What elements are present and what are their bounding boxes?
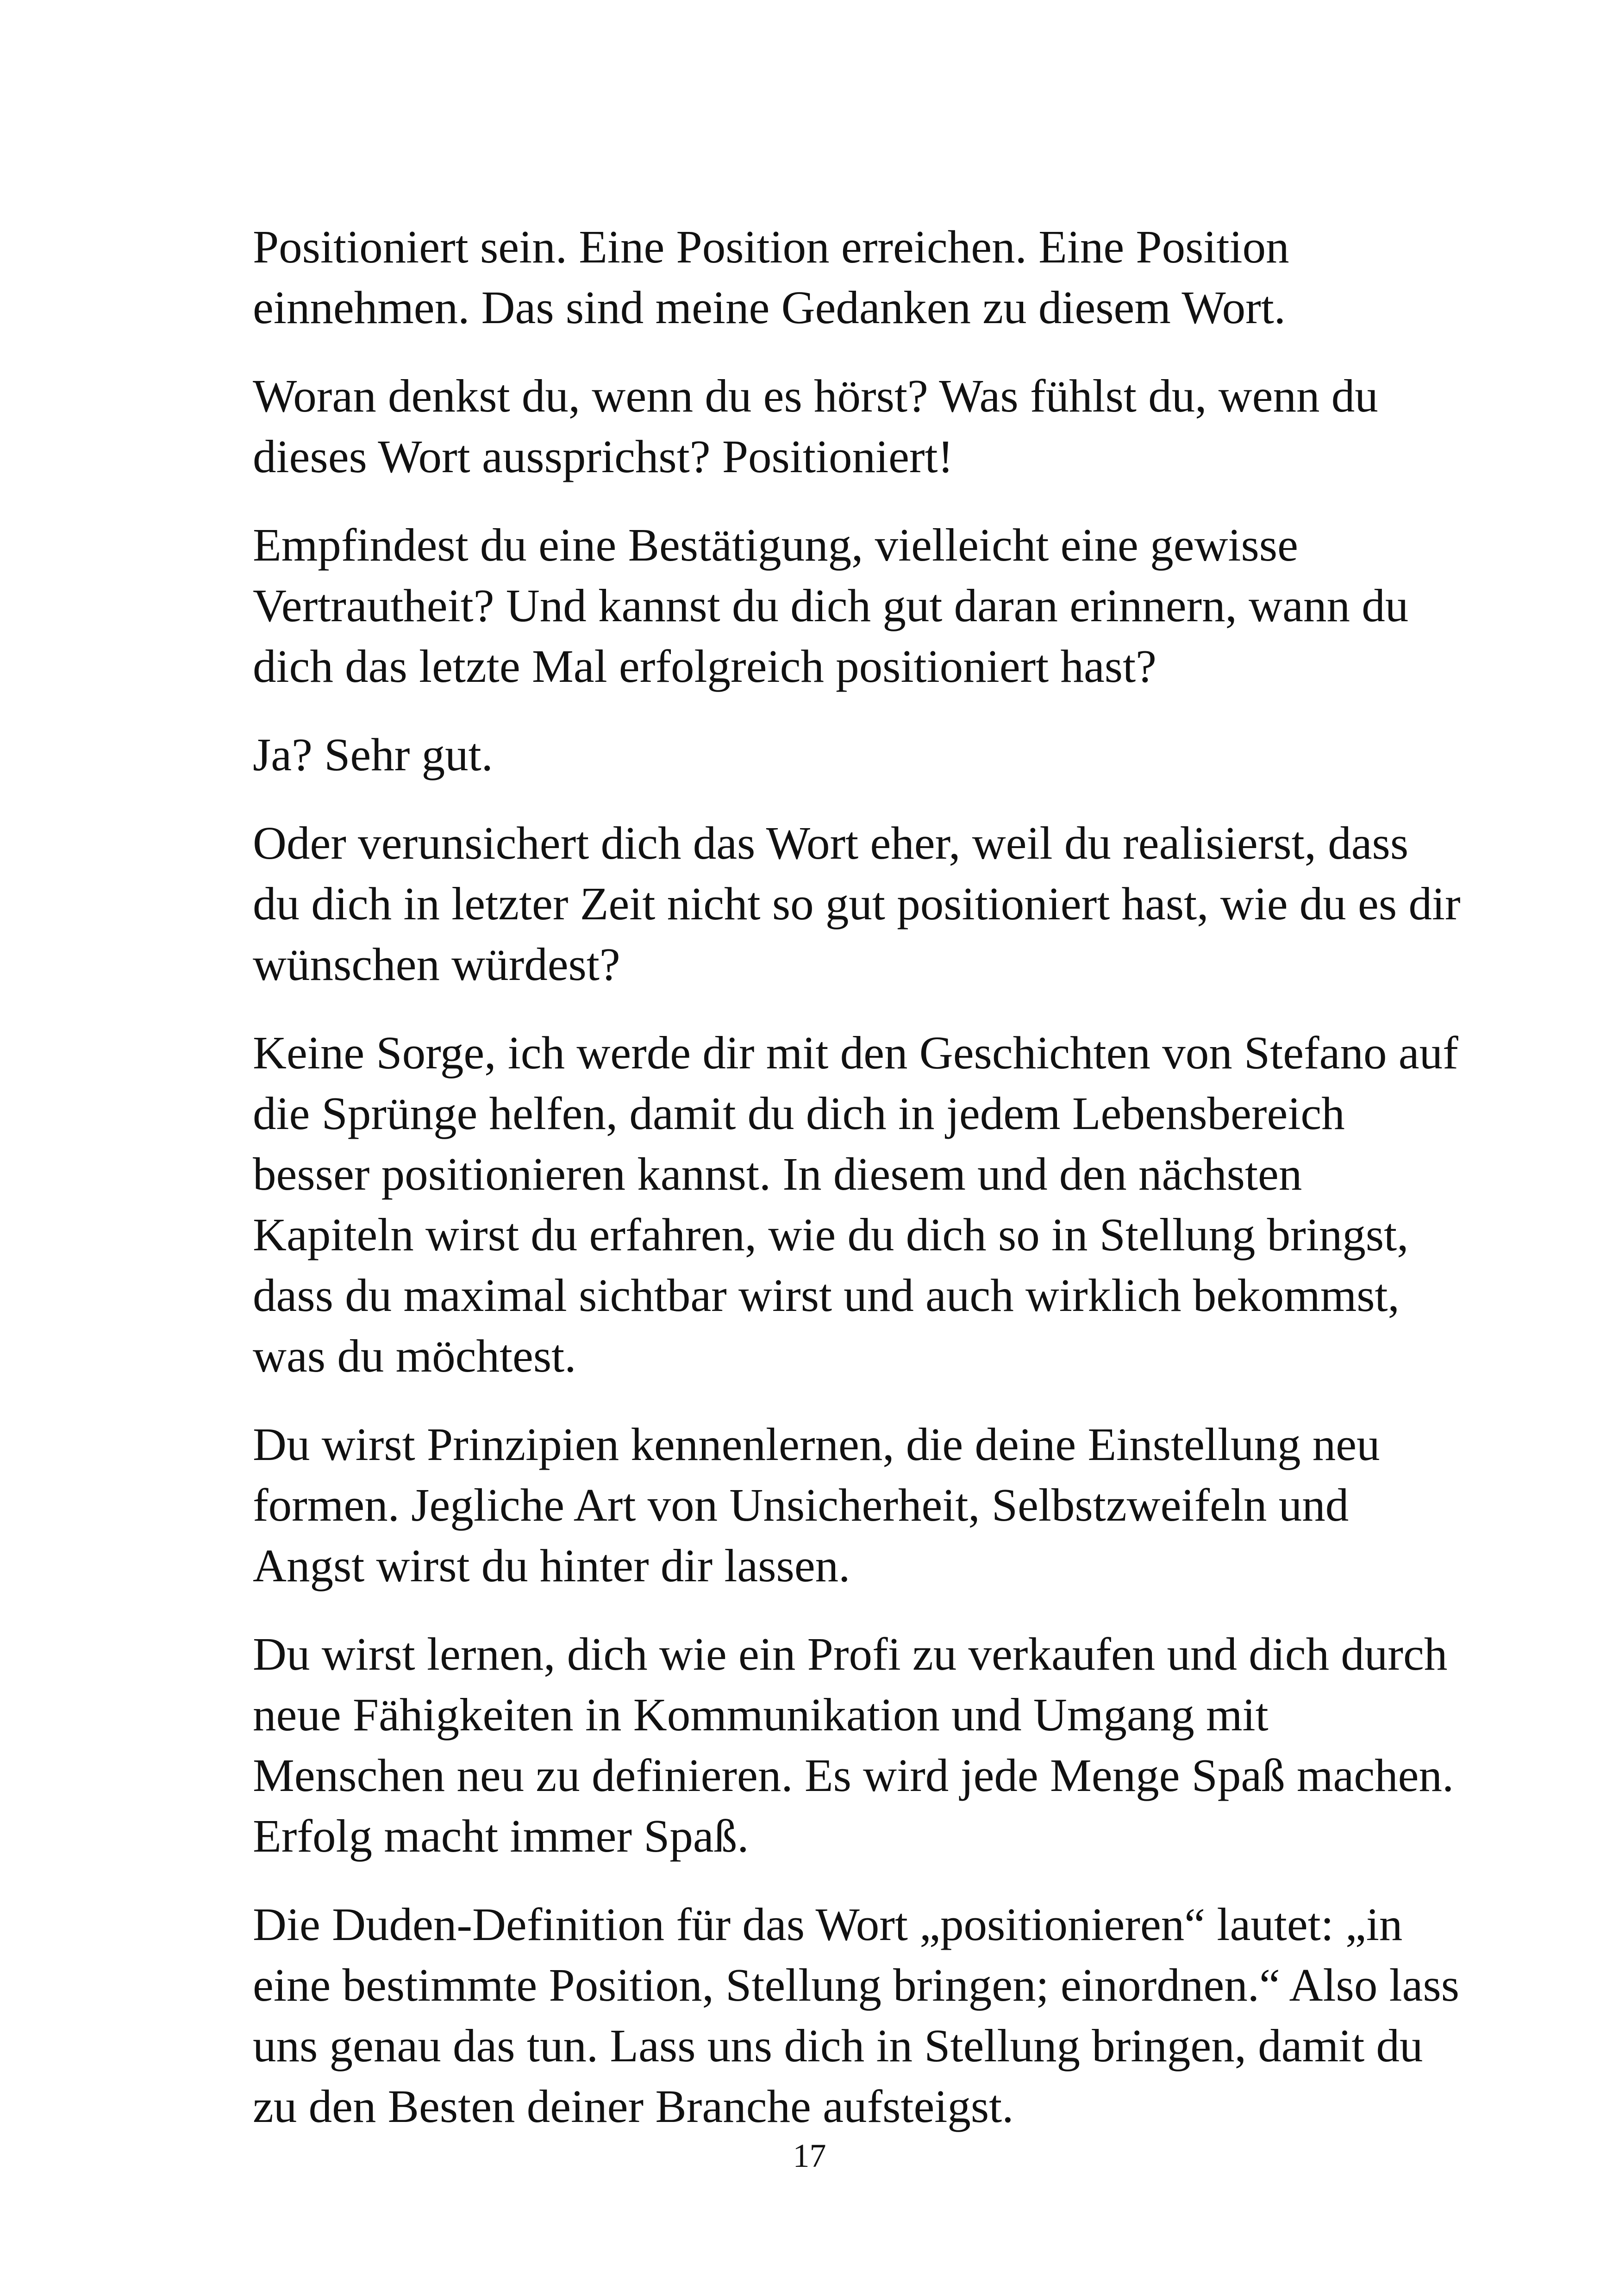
body-text <box>253 217 1512 2165</box>
paragraph-1: Positioniert sein. Eine Position erreichen. Eine Position einnehmen. Das sind meine Gedanken zu diesem Wort. <box>253 221 1289 333</box>
paragraph-3: Empfindest du eine Bestätigung, vielleicht eine gewisse Vertrautheit? Und kannst du dich gut daran erinnern, wann du dich das letzte Mal erfolgreich positioniert hast? <box>253 519 1409 692</box>
paragraph-4: Ja? Sehr gut. <box>253 729 493 780</box>
paragraph-5: Oder verunsichert dich das Wort eher, weil du realisierst, dass du dich in letzter Zeit nicht so gut positioniert hast, wie du es dir wünschen würdest? <box>253 817 1461 990</box>
paragraph-8: Du wirst lernen, dich wie ein Profi zu verkaufen und dich durch neue Fähigkeiten in Kommunikation und Umgang mit Menschen neu zu definieren. Es wird jede Menge Spaß machen. Erfolg macht immer Spaß. <box>253 1628 1454 1862</box>
paragraph-7: Du wirst Prinzipien kennenlernen, die deine Einstellung neu formen. Jegliche Art von Unsicherheit, Selbstzweifeln und Angst wirst du hinter dir lassen. <box>253 1418 1380 1591</box>
paragraph-9: Die Duden-Definition für das Wort „positionieren“ lautet: „in eine bestimmte Position, Stellung bringen; einordnen.“ Also lass uns genau das tun. Lass uns dich in Stellung bringen, damit du zu den Besten deiner Branche aufsteigst. <box>253 1898 1460 2132</box>
page-number: 17 <box>793 2137 826 2174</box>
paragraph-2: Woran denkst du, wenn du es hörst? Was fühlst du, wenn du dieses Wort aussprichst? Positioniert! <box>253 370 1378 482</box>
paragraph-6: Keine Sorge, ich werde dir mit den Geschichten von Stefano auf die Sprünge helfen, damit du dich in jedem Lebensbereich besser positionieren kannst. In diesem und den nächsten Kapiteln wirst du erfahren, wie du dich so in Stellung bringst, dass du maximal sichtbar wirst und auch wirklich bekommst, was du möchtest. <box>253 1027 1458 1382</box>
